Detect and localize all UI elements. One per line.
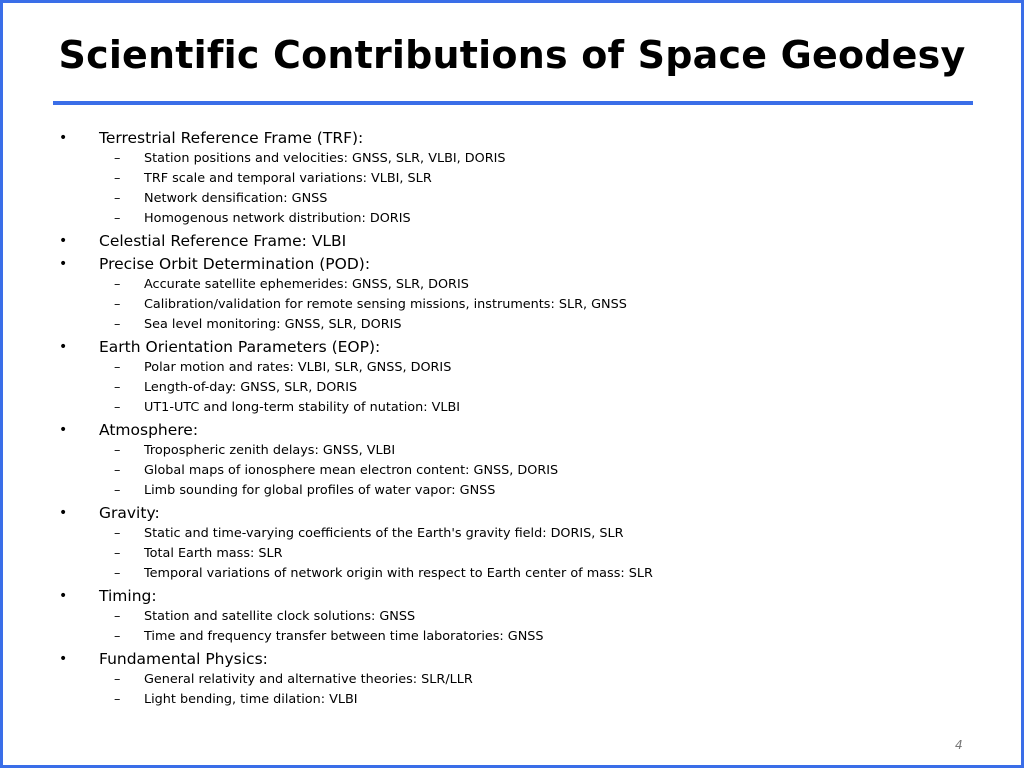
sub-bullet-text: UT1-UTC and long-term stability of nutation: VLBI — [144, 400, 461, 415]
dash-icon: – — [114, 672, 121, 687]
dash-icon: – — [114, 483, 121, 498]
title-underline — [53, 101, 973, 105]
bullet-icon: • — [59, 339, 68, 355]
sub-bullet-text: Time and frequency transfer between time laboratories: GNSS — [144, 629, 544, 644]
sub-bullet-text: Network densification: GNSS — [144, 191, 328, 206]
bullet-text: Terrestrial Reference Frame (TRF): — [99, 129, 364, 147]
bullet-icon: • — [59, 233, 68, 249]
bullet-icon: • — [59, 505, 68, 521]
sub-bullet-text: Station and satellite clock solutions: GNSS — [144, 609, 416, 624]
dash-icon: – — [114, 526, 121, 541]
dash-icon: – — [114, 151, 121, 166]
sub-bullet-text: Station positions and velocities: GNSS, SLR, VLBI, DORIS — [144, 151, 506, 166]
dash-icon: – — [114, 400, 121, 415]
bullet-item — [3, 128, 1021, 149]
sub-bullet-item — [3, 481, 1021, 501]
dash-icon: – — [114, 171, 121, 186]
bullet-item — [3, 337, 1021, 358]
dash-icon: – — [114, 211, 121, 226]
sub-bullet-text: Temporal variations of network origin with respect to Earth center of mass: SLR — [144, 566, 653, 581]
sub-bullet-text: Polar motion and rates: VLBI, SLR, GNSS, DORIS — [144, 360, 452, 375]
bullet-item — [3, 254, 1021, 275]
bullet-item — [3, 503, 1021, 524]
sub-bullet-item — [3, 189, 1021, 209]
sub-bullet-item — [3, 295, 1021, 315]
sub-bullet-item — [3, 524, 1021, 544]
dash-icon: – — [114, 629, 121, 644]
bullet-icon: • — [59, 130, 68, 146]
dash-icon: – — [114, 277, 121, 292]
sub-bullet-item — [3, 149, 1021, 169]
dash-icon: – — [114, 546, 121, 561]
page-number: 4 — [955, 738, 963, 752]
sub-bullet-item — [3, 315, 1021, 335]
sub-bullet-item — [3, 690, 1021, 710]
dash-icon: – — [114, 297, 121, 312]
bullet-icon: • — [59, 422, 68, 438]
sub-bullet-text: Calibration/validation for remote sensing missions, instruments: SLR, GNSS — [144, 297, 627, 312]
sub-bullet-item — [3, 461, 1021, 481]
sub-bullet-text: Static and time-varying coefficients of the Earth's gravity field: DORIS, SLR — [144, 526, 624, 541]
bullet-item — [3, 231, 1021, 252]
sub-bullet-text: Tropospheric zenith delays: GNSS, VLBI — [144, 443, 396, 458]
sub-bullet-item — [3, 670, 1021, 690]
dash-icon: – — [114, 317, 121, 332]
sub-bullet-item — [3, 441, 1021, 461]
sub-bullet-item — [3, 544, 1021, 564]
sub-bullet-text: Homogenous network distribution: DORIS — [144, 211, 411, 226]
sub-bullet-item — [3, 358, 1021, 378]
bullet-icon: • — [59, 256, 68, 272]
bullet-text: Timing: — [99, 587, 157, 605]
sub-bullet-item — [3, 209, 1021, 229]
sub-bullet-text: Sea level monitoring: GNSS, SLR, DORIS — [144, 317, 402, 332]
dash-icon: – — [114, 463, 121, 478]
bullet-item — [3, 586, 1021, 607]
bullet-list — [3, 126, 1021, 710]
dash-icon: – — [114, 443, 121, 458]
sub-bullet-text: Length-of-day: GNSS, SLR, DORIS — [144, 380, 358, 395]
bullet-icon: • — [59, 651, 68, 667]
bullet-text: Fundamental Physics: — [99, 650, 268, 668]
sub-bullet-item — [3, 378, 1021, 398]
bullet-text: Gravity: — [99, 504, 160, 522]
bullet-text: Atmosphere: — [99, 421, 199, 439]
bullet-item — [3, 420, 1021, 441]
dash-icon: – — [114, 360, 121, 375]
dash-icon: – — [114, 609, 121, 624]
sub-bullet-item — [3, 607, 1021, 627]
slide-title: Scientific Contributions of Space Geodesy — [58, 33, 966, 77]
bullet-text: Precise Orbit Determination (POD): — [99, 255, 371, 273]
sub-bullet-item — [3, 627, 1021, 647]
bullet-text: Earth Orientation Parameters (EOP): — [99, 338, 381, 356]
sub-bullet-text: Accurate satellite ephemerides: GNSS, SLR, DORIS — [144, 277, 469, 292]
sub-bullet-text: Limb sounding for global profiles of water vapor: GNSS — [144, 483, 496, 498]
sub-bullet-text: TRF scale and temporal variations: VLBI, SLR — [144, 171, 432, 186]
sub-bullet-text: Light bending, time dilation: VLBI — [144, 692, 358, 707]
sub-bullet-text: General relativity and alternative theories: SLR/LLR — [144, 672, 473, 687]
sub-bullet-item — [3, 398, 1021, 418]
sub-bullet-text: Global maps of ionosphere mean electron content: GNSS, DORIS — [144, 463, 559, 478]
dash-icon: – — [114, 380, 121, 395]
sub-bullet-text: Total Earth mass: SLR — [144, 546, 283, 561]
bullet-item — [3, 649, 1021, 670]
dash-icon: – — [114, 566, 121, 581]
sub-bullet-item — [3, 275, 1021, 295]
bullet-icon: • — [59, 588, 68, 604]
sub-bullet-item — [3, 169, 1021, 189]
sub-bullet-item — [3, 564, 1021, 584]
dash-icon: – — [114, 191, 121, 206]
dash-icon: – — [114, 692, 121, 707]
bullet-text: Celestial Reference Frame: VLBI — [99, 232, 347, 250]
